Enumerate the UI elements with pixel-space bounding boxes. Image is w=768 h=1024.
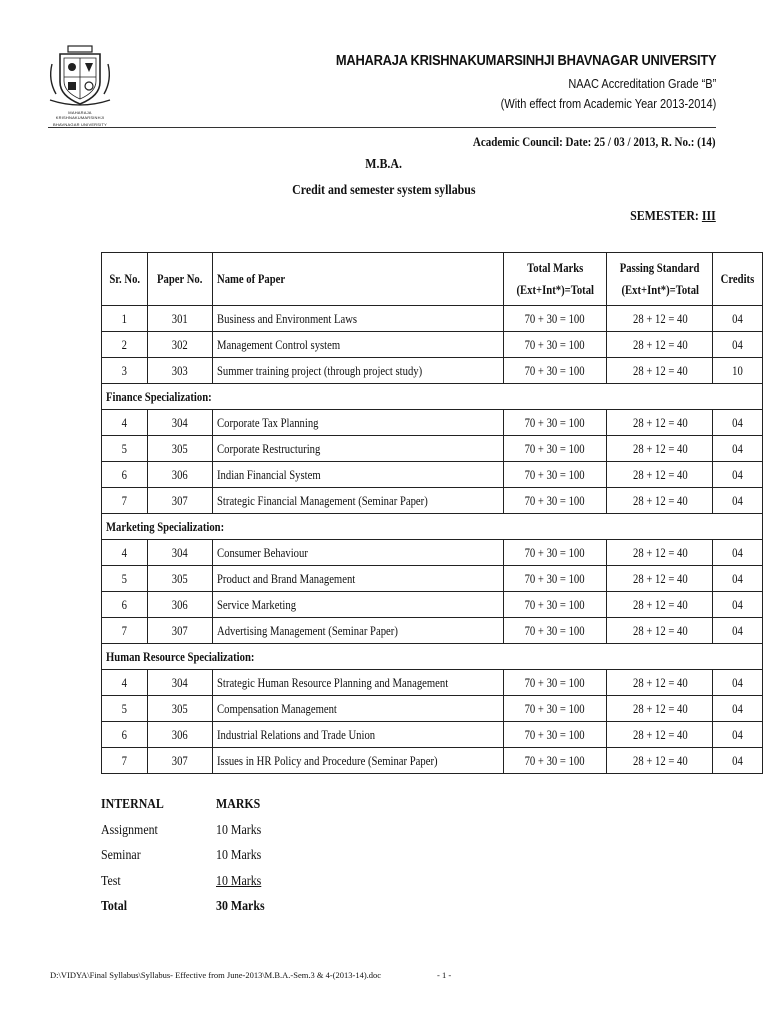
program-title-text: M.B.A. bbox=[365, 157, 403, 172]
page-number: - 1 - bbox=[437, 970, 452, 980]
cell-paper-name-text: Indian Financial System bbox=[216, 466, 321, 482]
cell-credits-text: 04 bbox=[732, 570, 744, 586]
cell-passing-standard-text: 28 + 12 = 40 bbox=[632, 336, 688, 352]
cell-paperno-text: 302 bbox=[172, 336, 189, 352]
cell-srno-text: 6 bbox=[122, 596, 128, 612]
table-row bbox=[102, 462, 763, 488]
cell-total-marks-text: 70 + 30 = 100 bbox=[525, 596, 586, 612]
cell-total-marks-text: 70 + 30 = 100 bbox=[525, 492, 586, 508]
cell-credits-text: 04 bbox=[732, 492, 744, 508]
cell-srno bbox=[102, 592, 148, 618]
marketing-specialization-row-label: Marketing Specialization: bbox=[106, 518, 225, 534]
cell-credits bbox=[713, 436, 763, 462]
internal-total-label: Total bbox=[101, 899, 128, 914]
table-row bbox=[102, 332, 763, 358]
table-row bbox=[102, 670, 763, 696]
cell-credits-text: 04 bbox=[732, 752, 744, 768]
cell-total-marks bbox=[503, 410, 607, 436]
cell-passing-standard-text: 28 + 12 = 40 bbox=[632, 622, 688, 638]
cell-srno bbox=[102, 618, 148, 644]
logo-caption-line2: BHAVNAGAR UNIVERSITY bbox=[53, 122, 107, 127]
cell-passing-standard-text: 28 + 12 = 40 bbox=[632, 752, 688, 768]
header-paperno bbox=[148, 253, 212, 306]
header-passing bbox=[607, 253, 713, 306]
internal-row-label: Seminar bbox=[101, 848, 141, 863]
cell-passing-standard bbox=[607, 306, 713, 332]
table-row bbox=[102, 540, 763, 566]
internal-total-value: 30 Marks bbox=[216, 899, 265, 914]
semester-value: III bbox=[702, 209, 716, 224]
internal-row-label: Assignment bbox=[101, 822, 158, 838]
cell-passing-standard-text: 28 + 12 = 40 bbox=[632, 414, 688, 430]
cell-credits-text: 10 bbox=[732, 362, 744, 378]
header-credits-text: Credits bbox=[721, 271, 755, 286]
cell-paperno-text: 306 bbox=[172, 466, 189, 482]
cell-srno-text: 1 bbox=[122, 310, 128, 326]
semester-label bbox=[630, 209, 716, 225]
cell-passing-standard-text: 28 + 12 = 40 bbox=[632, 726, 688, 742]
cell-credits-text: 04 bbox=[732, 726, 744, 742]
university-crest-icon bbox=[46, 44, 114, 108]
cell-paper-name-text: Corporate Tax Planning bbox=[216, 414, 319, 430]
cell-credits bbox=[713, 332, 763, 358]
cell-paper-name bbox=[212, 358, 503, 384]
cell-total-marks bbox=[503, 696, 607, 722]
syllabus-subtitle bbox=[0, 183, 768, 199]
university-logo bbox=[46, 44, 114, 127]
cell-srno bbox=[102, 332, 148, 358]
cell-passing-standard bbox=[607, 566, 713, 592]
cell-passing-standard-text: 28 + 12 = 40 bbox=[632, 492, 688, 508]
cell-srno-text: 7 bbox=[122, 492, 128, 508]
table-row bbox=[102, 488, 763, 514]
cell-paperno-text: 305 bbox=[172, 700, 189, 716]
cell-passing-standard-text: 28 + 12 = 40 bbox=[632, 596, 688, 612]
cell-passing-standard bbox=[607, 488, 713, 514]
cell-total-marks bbox=[503, 670, 607, 696]
finance-specialization-row-cell bbox=[102, 384, 763, 410]
cell-passing-standard-text: 28 + 12 = 40 bbox=[632, 310, 688, 326]
cell-credits-text: 04 bbox=[732, 596, 744, 612]
program-title bbox=[0, 157, 768, 173]
cell-passing-standard bbox=[607, 696, 713, 722]
cell-paper-name-text: Issues in HR Policy and Procedure (Seminar Paper) bbox=[216, 752, 438, 768]
cell-paper-name bbox=[212, 332, 503, 358]
cell-paperno bbox=[148, 670, 212, 696]
header-paperno-text: Paper No. bbox=[157, 271, 203, 286]
semester-label-text: SEMESTER: bbox=[630, 209, 703, 224]
table-row bbox=[102, 722, 763, 748]
cell-paper-name bbox=[212, 488, 503, 514]
cell-paper-name-text: Consumer Behaviour bbox=[216, 544, 308, 560]
cell-srno bbox=[102, 306, 148, 332]
hr-specialization-row-label: Human Resource Specialization: bbox=[106, 648, 255, 664]
cell-total-marks-text: 70 + 30 = 100 bbox=[525, 700, 586, 716]
marketing-specialization-row-cell bbox=[102, 514, 763, 540]
cell-srno bbox=[102, 748, 148, 774]
cell-srno-text: 5 bbox=[122, 440, 128, 456]
cell-credits bbox=[713, 696, 763, 722]
cell-paperno bbox=[148, 696, 212, 722]
cell-srno-text: 4 bbox=[122, 674, 128, 690]
cell-srno bbox=[102, 436, 148, 462]
cell-paper-name-text: Service Marketing bbox=[216, 596, 296, 612]
cell-credits bbox=[713, 748, 763, 774]
cell-credits-text: 04 bbox=[732, 622, 744, 638]
cell-paper-name bbox=[212, 722, 503, 748]
university-name: MAHARAJA KRISHNAKUMARSINHJI BHAVNAGAR UNIVERSITY bbox=[335, 52, 716, 69]
cell-credits bbox=[713, 618, 763, 644]
cell-paper-name-text: Business and Environment Laws bbox=[216, 310, 357, 326]
internal-row-value: 10 Marks bbox=[216, 873, 262, 889]
cell-total-marks-text: 70 + 30 = 100 bbox=[525, 674, 586, 690]
cell-total-marks bbox=[503, 566, 607, 592]
cell-paper-name-text: Corporate Restructuring bbox=[216, 440, 321, 456]
cell-total-marks-text: 70 + 30 = 100 bbox=[525, 544, 586, 560]
cell-total-marks bbox=[503, 462, 607, 488]
cell-srno bbox=[102, 410, 148, 436]
cell-passing-standard bbox=[607, 462, 713, 488]
cell-paperno bbox=[148, 592, 212, 618]
cell-total-marks-text: 70 + 30 = 100 bbox=[525, 466, 586, 482]
syllabus-subtitle-text: Credit and semester system syllabus bbox=[292, 183, 476, 198]
cell-credits-text: 04 bbox=[732, 414, 744, 430]
header-total-l2: (Ext+Int*)=Total bbox=[516, 282, 594, 297]
syllabus-table-body bbox=[102, 306, 763, 774]
cell-paper-name bbox=[212, 462, 503, 488]
cell-paperno bbox=[148, 436, 212, 462]
cell-paper-name-text: Summer training project (through project study) bbox=[216, 362, 422, 378]
cell-passing-standard-text: 28 + 12 = 40 bbox=[632, 700, 688, 716]
header-total-l1: Total Marks bbox=[526, 260, 584, 275]
cell-paperno-text: 301 bbox=[172, 310, 189, 326]
cell-total-marks-text: 70 + 30 = 100 bbox=[525, 752, 586, 768]
cell-passing-standard-text: 28 + 12 = 40 bbox=[632, 570, 688, 586]
cell-paper-name bbox=[212, 436, 503, 462]
cell-total-marks-text: 70 + 30 = 100 bbox=[525, 336, 586, 352]
cell-passing-standard bbox=[607, 540, 713, 566]
cell-paperno bbox=[148, 358, 212, 384]
syllabus-table bbox=[101, 252, 763, 774]
header-credits bbox=[713, 253, 763, 306]
table-row bbox=[102, 748, 763, 774]
cell-passing-standard bbox=[607, 670, 713, 696]
cell-total-marks-text: 70 + 30 = 100 bbox=[525, 622, 586, 638]
header-pass-l1: Passing Standard bbox=[620, 260, 700, 275]
table-row bbox=[102, 306, 763, 332]
cell-paper-name bbox=[212, 670, 503, 696]
cell-paper-name-text: Management Control system bbox=[216, 336, 340, 352]
cell-total-marks-text: 70 + 30 = 100 bbox=[525, 726, 586, 742]
cell-paper-name-text: Strategic Human Resource Planning and Management bbox=[216, 674, 449, 690]
cell-passing-standard-text: 28 + 12 = 40 bbox=[632, 674, 688, 690]
cell-paper-name bbox=[212, 748, 503, 774]
header-pass-l2: (Ext+Int*)=Total bbox=[621, 282, 699, 297]
cell-paperno-text: 305 bbox=[172, 570, 189, 586]
cell-paperno-text: 305 bbox=[172, 440, 189, 456]
cell-credits-text: 04 bbox=[732, 700, 744, 716]
cell-paper-name-text: Compensation Management bbox=[216, 700, 337, 716]
cell-passing-standard bbox=[607, 722, 713, 748]
cell-srno bbox=[102, 540, 148, 566]
cell-credits bbox=[713, 670, 763, 696]
cell-paper-name-text: Product and Brand Management bbox=[216, 570, 356, 586]
internal-row-label: Test bbox=[101, 873, 121, 889]
cell-total-marks bbox=[503, 748, 607, 774]
cell-paper-name-text: Advertising Management (Seminar Paper) bbox=[216, 622, 398, 638]
marketing-specialization-row bbox=[102, 514, 763, 540]
academic-council-text: Academic Council: Date: 25 / 03 / 2013, R. No.: (14) bbox=[473, 134, 716, 149]
cell-credits-text: 04 bbox=[732, 544, 744, 560]
cell-srno-text: 6 bbox=[122, 466, 128, 482]
cell-total-marks bbox=[503, 488, 607, 514]
cell-total-marks-text: 70 + 30 = 100 bbox=[525, 570, 586, 586]
cell-paperno bbox=[148, 722, 212, 748]
cell-paperno bbox=[148, 332, 212, 358]
cell-credits bbox=[713, 462, 763, 488]
cell-paper-name bbox=[212, 618, 503, 644]
university-header bbox=[274, 52, 716, 111]
cell-paperno bbox=[148, 410, 212, 436]
cell-total-marks bbox=[503, 436, 607, 462]
cell-passing-standard bbox=[607, 592, 713, 618]
cell-credits bbox=[713, 306, 763, 332]
cell-passing-standard bbox=[607, 410, 713, 436]
cell-total-marks-text: 70 + 30 = 100 bbox=[525, 362, 586, 378]
cell-srno bbox=[102, 462, 148, 488]
header-name bbox=[212, 253, 503, 306]
cell-srno bbox=[102, 358, 148, 384]
cell-credits bbox=[713, 358, 763, 384]
cell-paperno-text: 307 bbox=[172, 752, 189, 768]
cell-paper-name bbox=[212, 592, 503, 618]
cell-paper-name bbox=[212, 540, 503, 566]
header-srno-text: Sr. No. bbox=[109, 271, 141, 286]
cell-srno-text: 4 bbox=[122, 414, 128, 430]
cell-paperno bbox=[148, 566, 212, 592]
cell-paperno-text: 303 bbox=[172, 362, 189, 378]
table-row bbox=[102, 696, 763, 722]
cell-paperno bbox=[148, 748, 212, 774]
cell-srno bbox=[102, 722, 148, 748]
cell-total-marks-text: 70 + 30 = 100 bbox=[525, 310, 586, 326]
header-srno bbox=[102, 253, 148, 306]
cell-paperno-text: 304 bbox=[172, 544, 189, 560]
footer-file-path: D:\VIDYA\Final Syllabus\Syllabus- Effective from June-2013\M.B.A.-Sem.3 & 4-(2013-14).doc bbox=[50, 970, 382, 980]
cell-srno bbox=[102, 670, 148, 696]
internal-row-value: 10 Marks bbox=[216, 822, 262, 838]
table-row bbox=[102, 358, 763, 384]
cell-credits bbox=[713, 592, 763, 618]
cell-total-marks-text: 70 + 30 = 100 bbox=[525, 440, 586, 456]
finance-specialization-row-label: Finance Specialization: bbox=[106, 388, 212, 404]
cell-paperno bbox=[148, 306, 212, 332]
cell-srno bbox=[102, 696, 148, 722]
cell-srno-text: 5 bbox=[122, 700, 128, 716]
cell-total-marks bbox=[503, 618, 607, 644]
header-divider bbox=[48, 127, 716, 128]
cell-total-marks bbox=[503, 332, 607, 358]
cell-credits-text: 04 bbox=[732, 336, 744, 352]
cell-paper-name bbox=[212, 566, 503, 592]
logo-caption-line1: MAHARAJA KRISHNAKUMARSINHJI bbox=[55, 110, 105, 120]
cell-paperno-text: 306 bbox=[172, 596, 189, 612]
accreditation-text: NAAC Accreditation Grade “B” bbox=[568, 77, 716, 91]
cell-total-marks bbox=[503, 722, 607, 748]
header-total bbox=[503, 253, 607, 306]
cell-paperno-text: 304 bbox=[172, 674, 189, 690]
cell-srno-text: 6 bbox=[122, 726, 128, 742]
cell-paperno bbox=[148, 488, 212, 514]
cell-paper-name bbox=[212, 410, 503, 436]
cell-paperno bbox=[148, 462, 212, 488]
cell-paperno bbox=[148, 618, 212, 644]
table-row bbox=[102, 566, 763, 592]
cell-credits bbox=[713, 410, 763, 436]
cell-credits bbox=[713, 540, 763, 566]
cell-passing-standard bbox=[607, 358, 713, 384]
cell-paperno-text: 307 bbox=[172, 492, 189, 508]
cell-paper-name-text: Industrial Relations and Trade Union bbox=[216, 726, 375, 742]
cell-credits bbox=[713, 566, 763, 592]
cell-passing-standard-text: 28 + 12 = 40 bbox=[632, 466, 688, 482]
cell-srno-text: 7 bbox=[122, 622, 128, 638]
cell-total-marks bbox=[503, 540, 607, 566]
cell-passing-standard bbox=[607, 436, 713, 462]
cell-passing-standard-text: 28 + 12 = 40 bbox=[632, 362, 688, 378]
cell-srno-text: 5 bbox=[122, 570, 128, 586]
cell-paperno-text: 304 bbox=[172, 414, 189, 430]
effect-text: (With effect from Academic Year 2013-2014) bbox=[500, 97, 716, 111]
cell-passing-standard-text: 28 + 12 = 40 bbox=[632, 544, 688, 560]
cell-paper-name bbox=[212, 696, 503, 722]
cell-passing-standard bbox=[607, 618, 713, 644]
cell-total-marks-text: 70 + 30 = 100 bbox=[525, 414, 586, 430]
cell-total-marks bbox=[503, 358, 607, 384]
header-name-text: Name of Paper bbox=[216, 271, 285, 286]
table-row bbox=[102, 592, 763, 618]
cell-credits-text: 04 bbox=[732, 466, 744, 482]
cell-credits bbox=[713, 722, 763, 748]
cell-srno-text: 7 bbox=[122, 752, 128, 768]
cell-paper-name-text: Strategic Financial Management (Seminar Paper) bbox=[216, 492, 428, 508]
finance-specialization-row bbox=[102, 384, 763, 410]
internal-row-value: 10 Marks bbox=[216, 848, 262, 863]
marks-heading: MARKS bbox=[216, 797, 261, 812]
cell-paperno-text: 306 bbox=[172, 726, 189, 742]
hr-specialization-row-cell bbox=[102, 644, 763, 670]
hr-specialization-row bbox=[102, 644, 763, 670]
cell-credits-text: 04 bbox=[732, 310, 744, 326]
cell-paperno-text: 307 bbox=[172, 622, 189, 638]
cell-passing-standard bbox=[607, 332, 713, 358]
cell-passing-standard-text: 28 + 12 = 40 bbox=[632, 440, 688, 456]
cell-srno-text: 4 bbox=[122, 544, 128, 560]
cell-total-marks bbox=[503, 592, 607, 618]
cell-credits bbox=[713, 488, 763, 514]
cell-paperno bbox=[148, 540, 212, 566]
cell-srno bbox=[102, 566, 148, 592]
cell-credits-text: 04 bbox=[732, 440, 744, 456]
table-row bbox=[102, 410, 763, 436]
table-header-row bbox=[102, 253, 763, 306]
table-row bbox=[102, 618, 763, 644]
cell-credits-text: 04 bbox=[732, 674, 744, 690]
cell-srno-text: 3 bbox=[122, 362, 128, 378]
internal-heading: INTERNAL bbox=[101, 797, 164, 812]
cell-paper-name bbox=[212, 306, 503, 332]
cell-total-marks bbox=[503, 306, 607, 332]
cell-srno bbox=[102, 488, 148, 514]
table-row bbox=[102, 436, 763, 462]
cell-passing-standard bbox=[607, 748, 713, 774]
cell-srno-text: 2 bbox=[122, 336, 128, 352]
